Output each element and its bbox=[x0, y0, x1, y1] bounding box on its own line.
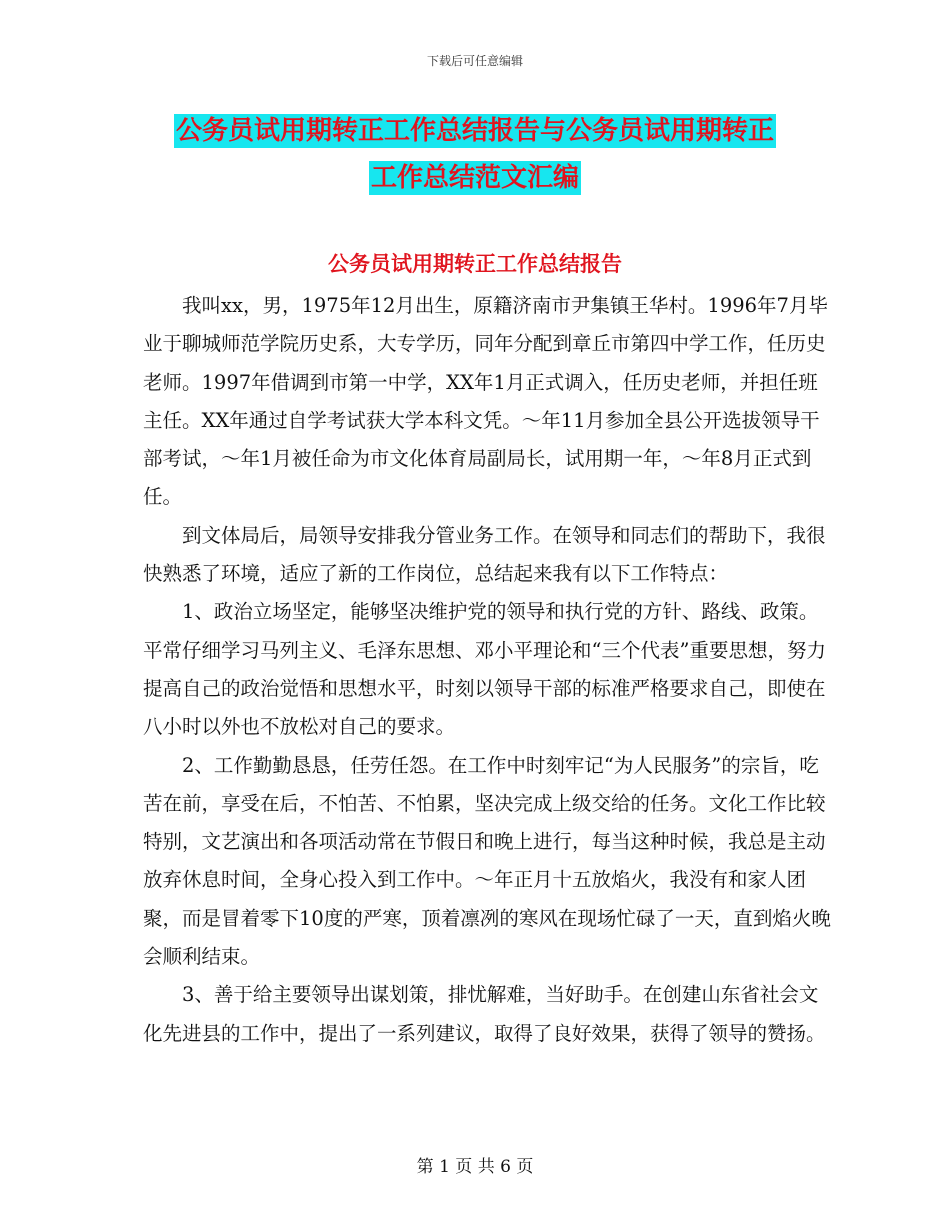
paragraph: 到文体局后，局领导安排我分管业务工作。在领导和同志们的帮助下，我很快熟悉了环境，适应了新的工作岗位，总结起来我有以下工作特点： bbox=[143, 523, 826, 586]
paragraph: 3、善于给主要领导出谋划策，排忧解难，当好助手。在创建山东省社会文化先进县的工作中，提出了一系列建议，取得了良好效果，获得了领导的赞扬。 bbox=[143, 983, 826, 1045]
paragraph: 2、工作勤勤恳恳，任劳任怨。在工作中时刻牢记“为人民服务”的宗旨，吃苦在前，享受在后，不怕苦、不怕累，坚决完成上级交给的任务。文化工作比较特别，文艺演出和各项活动常在节假日和晚上进行，每当这种时候，我总是主动放弃休息时间，全身心投入到工作中。～年正月十五放焰火，我没有和家人团聚，而是冒着零下10度的严寒，顶着凛冽的寒风在现场忙碌了一天，直到焰火晚会顺利结束。 bbox=[143, 753, 831, 969]
title-line-1: 公务员试用期转正工作总结报告与公务员试用期转正 bbox=[175, 116, 774, 146]
title-line-2: 工作总结范文汇编 bbox=[370, 163, 579, 193]
paragraph: 我叫xx，男，1975年12月出生，原籍济南市尹集镇王华村。1996年7月毕业于聊城师范学院历史系，大专学历，同年分配到章丘市第四中学工作，任历史老师。1997年借调到市第一中学，XX年1月正式调入，任历史老师，并担任班主任。XX年通过自学考试获大学本科文凭。～年11月参加全县公开选拔领导干部考试，～年1月被任命为市文化体育局副局长，试用期一年，～年8月正式到任。 bbox=[143, 294, 828, 509]
section-title: 公务员试用期转正工作总结报告 bbox=[328, 252, 622, 276]
document-title bbox=[0, 108, 950, 202]
page-number-footer: 第 1 页 共 6 页 bbox=[416, 1157, 534, 1177]
page-header-note: 下载后可任意编辑 bbox=[426, 54, 523, 68]
document-body bbox=[143, 287, 833, 1053]
paragraph: 1、政治立场坚定，能够坚决维护党的领导和执行党的方针、路线、政策。平常仔细学习马列主义、毛泽东思想、邓小平理论和“三个代表”重要思想，努力提高自己的政治觉悟和思想水平，时刻以领导干部的标准严格要求自己，即使在八小时以外也不放松对自己的要求。 bbox=[143, 600, 826, 739]
